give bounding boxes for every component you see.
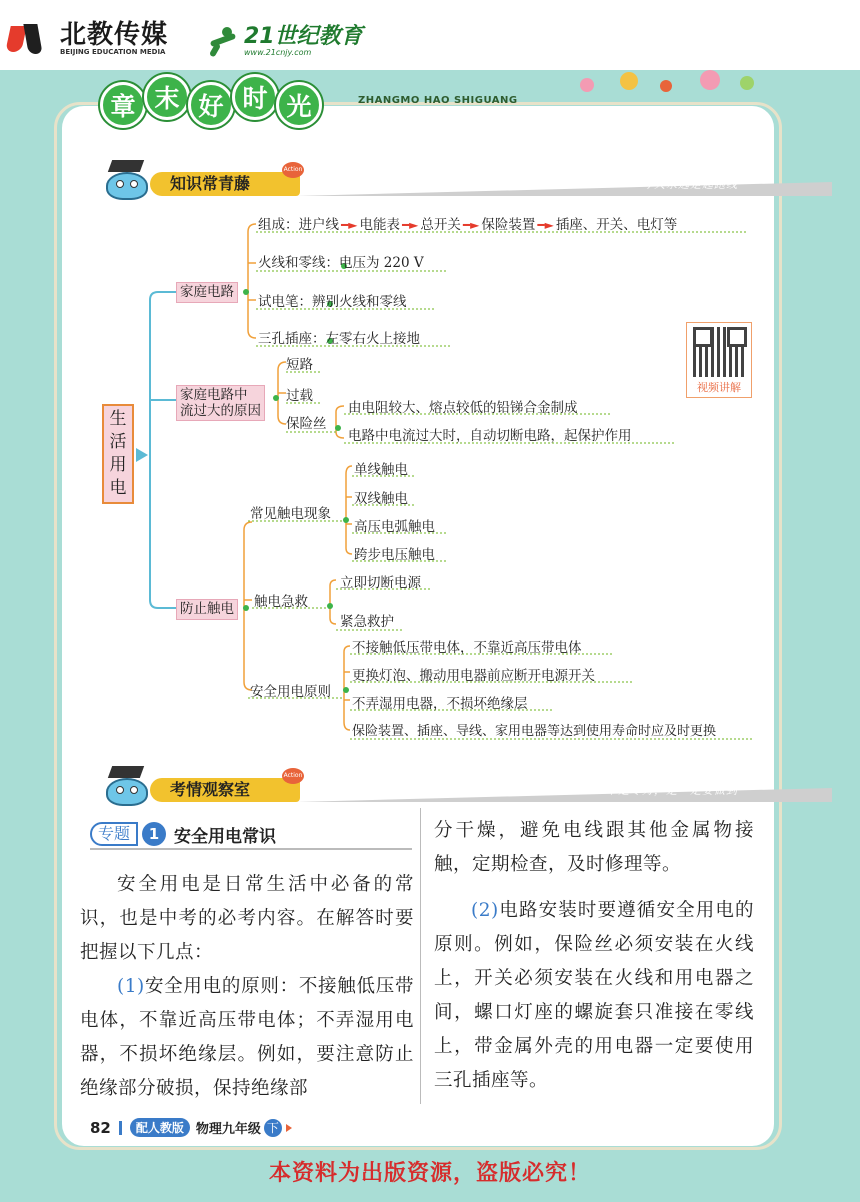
node-principle: 保险装置、插座、导线、家用电器等达到使用寿命时应及时更换 [352, 724, 717, 739]
node-fuse: 保险丝 [286, 416, 327, 432]
node-composition [258, 213, 677, 233]
column-divider [420, 808, 421, 1104]
chain-item: 总开关 [420, 217, 461, 233]
copyright-notice: 本资料为出版资源，盗版必究！ [268, 1161, 591, 1186]
page-footer [90, 1118, 292, 1137]
qr-label: 视频讲解 [697, 381, 741, 394]
branch-label-line: 家庭电路中 [180, 387, 248, 403]
mindmap-root [102, 404, 134, 504]
edition-badge: 配人教版 [130, 1118, 190, 1137]
body-left-column [80, 868, 414, 1106]
chain-item: 保险装置 [481, 217, 536, 233]
paragraph: 分干燥，避免电线跟其他金属物接触，定期检查，及时修理等。 [434, 820, 754, 875]
footer-separator [119, 1121, 122, 1135]
chain-item: 电能表 [359, 217, 400, 233]
branch-prevent-shock: 防止触电 [176, 599, 238, 620]
node-shock-type: 跨步电压触电 [354, 547, 435, 563]
section-banner-exam [96, 774, 746, 804]
qr-code-icon [693, 327, 747, 377]
triangle-icon [286, 1124, 292, 1132]
chain-item: 插座、开关、电灯等 [555, 217, 678, 233]
chapter-char: 时 [232, 74, 278, 120]
root-char: 用 [109, 455, 127, 475]
composition-prefix: 组成：进户线 [258, 217, 339, 233]
chapter-char: 好 [188, 82, 234, 128]
node-test-pen: 试电笔：辨别火线和零线 [258, 294, 407, 310]
node-aid-step: 立即切断电源 [340, 575, 421, 591]
volume-badge: 下 [264, 1119, 282, 1137]
node-common-shock: 常见触电现象 [250, 506, 331, 522]
section-title: 考情观察室 [150, 778, 300, 802]
page-number: 82 [90, 1118, 111, 1137]
node-principle: 更换灯泡、搬动用电器前应断开电源开关 [352, 668, 595, 684]
book-title: 物理九年级 [195, 1122, 261, 1137]
node-shock-type: 双线触电 [354, 491, 408, 507]
paragraph [80, 970, 414, 1106]
node-principle: 不弄湿用电器，不损坏绝缘层 [352, 696, 528, 712]
paragraph [434, 894, 754, 1098]
banner-slogan: 不是尽力，是一定要做到 [606, 784, 738, 797]
topic-underline [90, 848, 412, 850]
body-right-column [434, 814, 754, 1098]
node-short-circuit: 短路 [286, 357, 313, 373]
node-aid-step: 紧急救护 [340, 614, 394, 630]
partner-name: 21世纪教育 [244, 24, 363, 49]
node-overload: 过载 [286, 388, 313, 404]
topic-heading [90, 820, 412, 848]
paragraph-text: 安全用电的原则：不接触低压带电体，不靠近高压带电体；不弄湿用电器，不损坏绝缘层。例如，要注意防止绝缘部分破损，保持绝缘部 [80, 976, 414, 1099]
topic-title: 安全用电常识 [174, 826, 277, 847]
banner-slogan: 今天永远是起跑线 [642, 178, 738, 191]
branch-home-circuit: 家庭电路 [176, 282, 238, 303]
paragraph-text: 电路安装时要遵循安全用电的原则。例如，保险丝必须安装在火线上，开关必须安装在火线和用电器之间，螺口灯座的螺旋套只准接在零线上，带金属外壳的用电器一定要使用三孔插座等。 [434, 900, 754, 1091]
chapter-char: 章 [100, 82, 146, 128]
node-first-aid: 触电急救 [254, 594, 308, 610]
branch-label-line: 流过大的原因 [180, 403, 261, 419]
mascot-icon [98, 766, 154, 806]
item-number: (1) [117, 976, 145, 997]
paragraph: 安全用电是日常生活中必备的常识，也是中考的必考内容。在解答时要把握以下几点： [80, 874, 414, 963]
node-shock-type: 高压电弧触电 [354, 519, 435, 535]
node-fuse-function: 电路中电流过大时，自动切断电路，起保护作用 [348, 428, 632, 444]
branch-overcurrent [176, 385, 265, 421]
qr-code[interactable] [686, 322, 752, 398]
root-char: 活 [109, 432, 127, 452]
topic-number: 1 [142, 822, 166, 846]
action-badge: Action [282, 162, 304, 178]
arrow-right-icon: ━► [341, 218, 358, 232]
node-three-hole-socket: 三孔插座：左零右火上接地 [258, 331, 420, 347]
node-safety-principle: 安全用电原则 [250, 684, 331, 700]
item-number: (2) [471, 900, 499, 921]
root-char: 电 [109, 478, 127, 498]
node-live-neutral: 火线和零线：电压为 220 V [258, 255, 424, 271]
publisher-name-en: BEIJING EDUCATION MEDIA [60, 48, 166, 56]
chapter-pinyin: ZHANGMO HAO SHIGUANG [358, 95, 518, 106]
chapter-char: 光 [276, 82, 322, 128]
root-arrow-icon [136, 448, 148, 462]
action-badge: Action [282, 768, 304, 784]
arrow-right-icon: ━► [401, 218, 419, 232]
section-title: 知识常青藤 [150, 172, 300, 196]
partner-url: www.21cnjy.com [244, 48, 312, 57]
node-shock-type: 单线触电 [354, 462, 408, 478]
arrow-right-icon: ━► [462, 218, 480, 232]
chapter-char: 末 [144, 74, 190, 120]
root-char: 生 [109, 409, 127, 429]
publisher-name: 北教传媒 [60, 20, 169, 50]
topic-tag: 专题 [90, 822, 138, 846]
node-fuse-material: 由电阻较大、熔点较低的铅锑合金制成 [348, 400, 578, 416]
node-principle: 不接触低压带电体，不靠近高压带电体 [352, 640, 582, 656]
arrow-right-icon: ━► [537, 218, 554, 232]
